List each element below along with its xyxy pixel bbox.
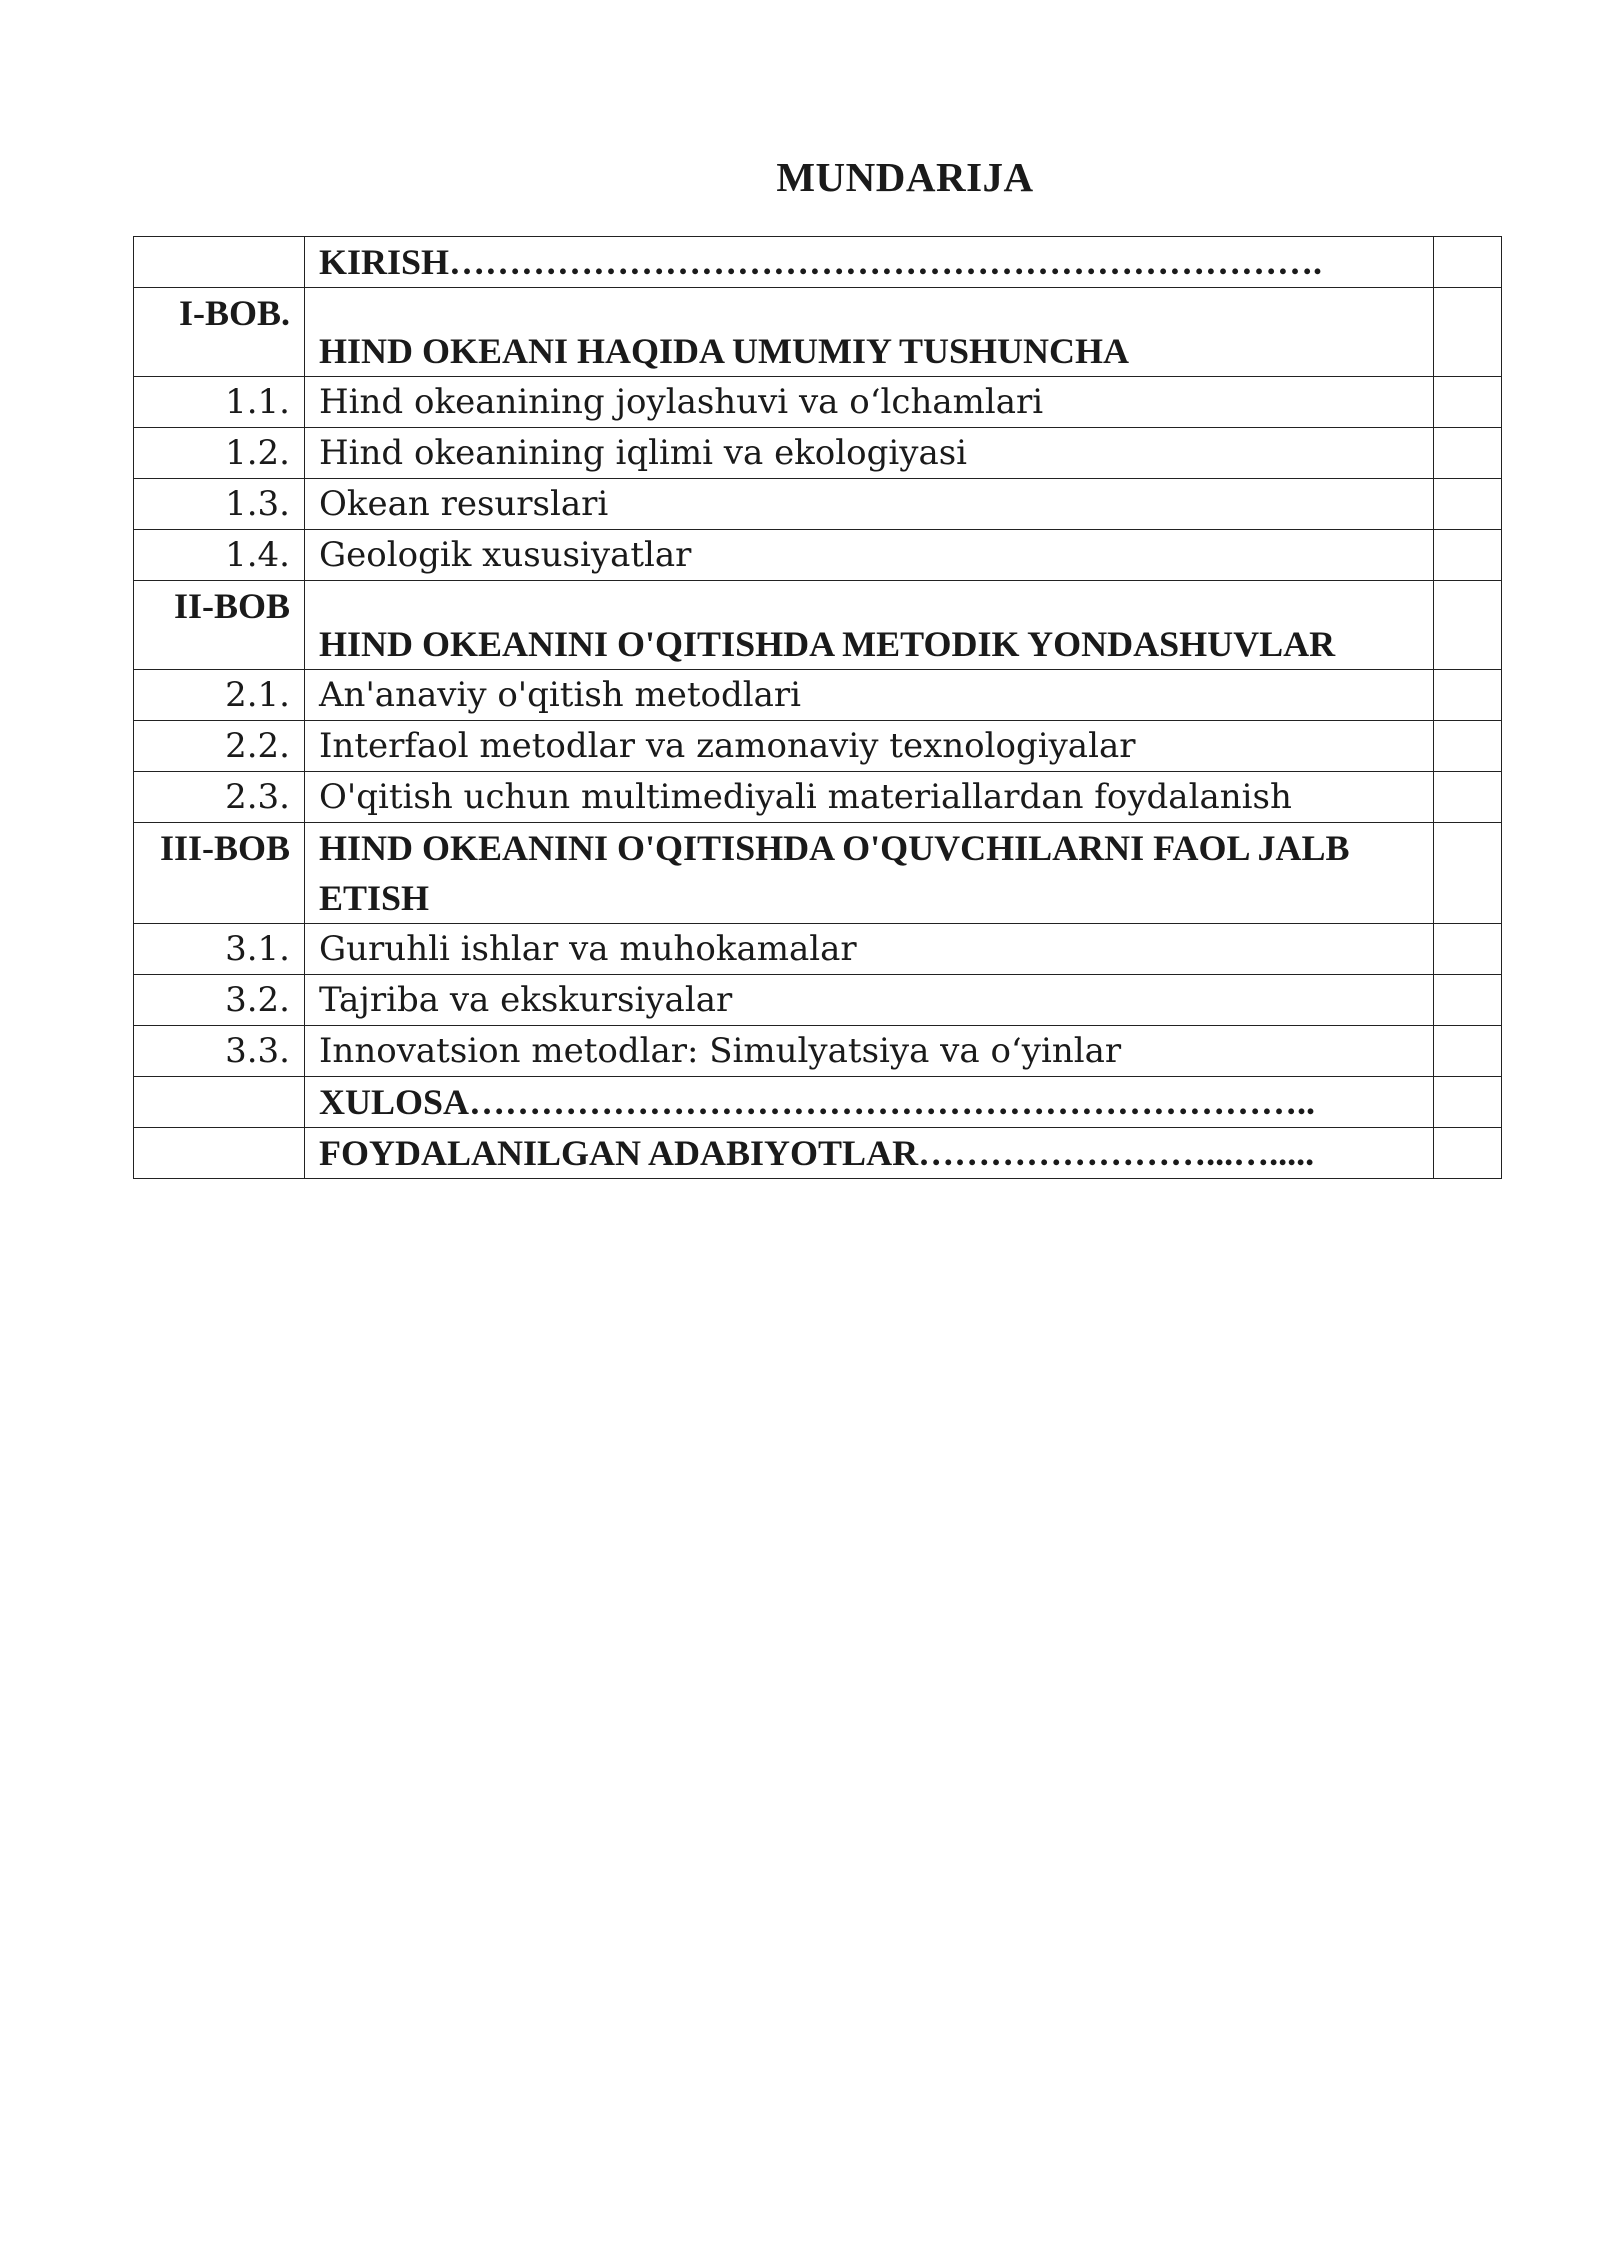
toc-page xyxy=(1434,924,1502,975)
toc-page xyxy=(1434,288,1502,377)
toc-row-chapter-3 xyxy=(134,823,1502,924)
toc-row-section xyxy=(134,377,1502,428)
toc-row-section xyxy=(134,670,1502,721)
toc-number: 2.3. xyxy=(134,772,305,823)
toc-number: 1.3. xyxy=(134,479,305,530)
toc-page xyxy=(1434,1026,1502,1077)
toc-number: 3.2. xyxy=(134,975,305,1026)
toc-row-section xyxy=(134,1026,1502,1077)
toc-title: KIRISH………………………………………………………………. xyxy=(305,237,1434,288)
toc-title: XULOSA…………………………………………………………….. xyxy=(305,1077,1434,1128)
toc-number: 1.4. xyxy=(134,530,305,581)
toc-number: 2.2. xyxy=(134,721,305,772)
toc-row-section xyxy=(134,975,1502,1026)
toc-title: Geologik xususiyatlar xyxy=(305,530,1434,581)
toc-page xyxy=(1434,377,1502,428)
toc-page xyxy=(1434,772,1502,823)
toc-page xyxy=(1434,479,1502,530)
toc-row-introduction xyxy=(134,237,1502,288)
toc-page xyxy=(1434,1077,1502,1128)
toc-page xyxy=(1434,670,1502,721)
toc-number: 1.1. xyxy=(134,377,305,428)
toc-row-conclusion xyxy=(134,1077,1502,1128)
toc-title: Tajriba va ekskursiyalar xyxy=(305,975,1434,1026)
toc-number: 1.2. xyxy=(134,428,305,479)
toc-title: HIND OKEANINI O'QITISHDA METODIK YONDASHUVLAR xyxy=(319,624,1336,664)
toc-row-section xyxy=(134,530,1502,581)
toc-title: Okean resurslari xyxy=(305,479,1434,530)
toc-number xyxy=(134,1077,305,1128)
toc-title: O'qitish uchun multimediyali materiallardan foydalanish xyxy=(305,772,1434,823)
toc-number: 3.3. xyxy=(134,1026,305,1077)
toc-page xyxy=(1434,721,1502,772)
toc-page xyxy=(1434,428,1502,479)
toc-row-section xyxy=(134,428,1502,479)
toc-number xyxy=(134,1128,305,1179)
toc-chapter-cell xyxy=(305,581,1434,670)
toc-row-references xyxy=(134,1128,1502,1179)
toc-page xyxy=(1434,823,1502,924)
toc-title: Interfaol metodlar va zamonaviy texnologiyalar xyxy=(305,721,1434,772)
toc-number: 2.1. xyxy=(134,670,305,721)
toc-title: Hind okeanining iqlimi va ekologiyasi xyxy=(305,428,1434,479)
toc-title: HIND OKEANI HAQIDA UMUMIY TUSHUNCHA xyxy=(319,331,1130,371)
toc-title: Guruhli ishlar va muhokamalar xyxy=(305,924,1434,975)
toc-title: FOYDALANILGAN ADABIYOTLAR……………………...…..... xyxy=(305,1128,1434,1179)
toc-page xyxy=(1434,581,1502,670)
toc-row-chapter-1 xyxy=(134,288,1502,377)
toc-row-section xyxy=(134,479,1502,530)
toc-number: II-BOB xyxy=(134,581,305,670)
toc-title: An'anaviy o'qitish metodlari xyxy=(305,670,1434,721)
toc-title: HIND OKEANINI O'QITISHDA O'QUVCHILARNI FAOL JALB ETISH xyxy=(305,823,1434,924)
toc-row-chapter-2 xyxy=(134,581,1502,670)
toc-row-section xyxy=(134,772,1502,823)
toc-row-section xyxy=(134,924,1502,975)
table-of-contents xyxy=(133,236,1502,1179)
toc-page xyxy=(1434,975,1502,1026)
toc-number: I-BOB. xyxy=(134,288,305,377)
toc-page xyxy=(1434,1128,1502,1179)
toc-row-section xyxy=(134,721,1502,772)
toc-title: Innovatsion metodlar: Simulyatsiya va o‘yinlar xyxy=(305,1026,1434,1077)
toc-title: Hind okeanining joylashuvi va o‘lchamlari xyxy=(305,377,1434,428)
page-title: MUNDARIJA xyxy=(776,154,1034,200)
toc-number: 3.1. xyxy=(134,924,305,975)
toc-number: III-BOB xyxy=(134,823,305,924)
toc-page xyxy=(1434,237,1502,288)
toc-chapter-cell xyxy=(305,288,1434,377)
toc-number xyxy=(134,237,305,288)
toc-page xyxy=(1434,530,1502,581)
